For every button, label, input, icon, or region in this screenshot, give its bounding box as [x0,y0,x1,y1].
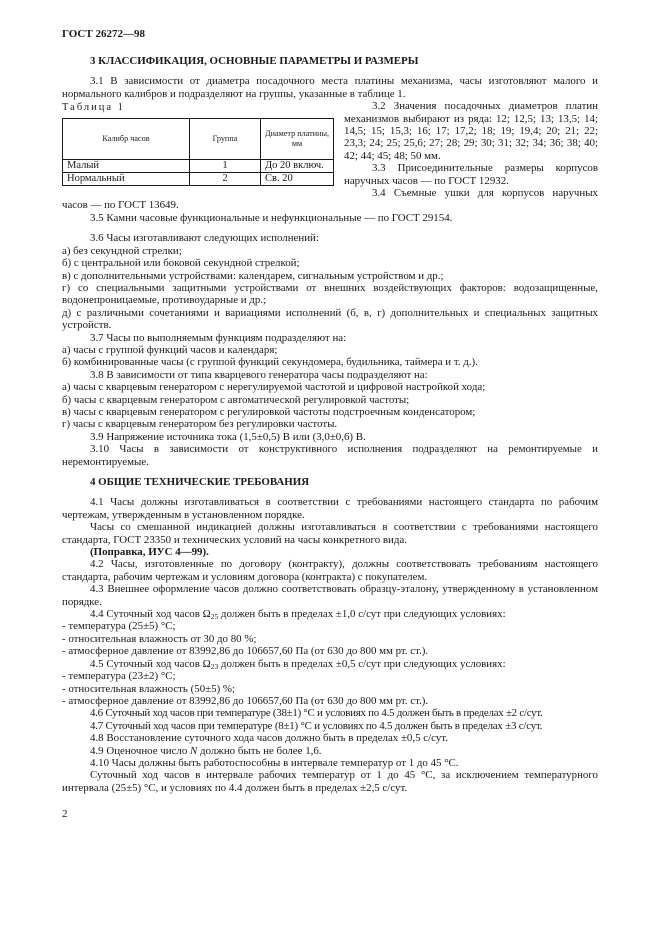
para-4-1-mixed: Часы со смешанной индикацией должны изготавливаться в соответствии с требованиями настоящего стандарта, ГОСТ 23350 и технических условий на часы конкретного вида. [62,521,598,546]
list-item: в) с дополнительными устройствами: календарем, сигнальным устройством и др.; [62,269,444,282]
amendment-note: (Поправка, ИУС 4—99). [90,546,209,559]
section-3-title: 3 КЛАССИФИКАЦИЯ, ОСНОВНЫЕ ПАРАМЕТРЫ И РАЗМЕРЫ [90,55,419,67]
para-3-8: 3.8 В зависимости от типа кварцевого генератора часы подразделяют на: [90,368,428,381]
table-cell: Малый [63,159,190,172]
list-item: г) со специальными защитными устройствами от внешних воздействующих факторов: водозащищенные, водонепроницаемые, противоударные и др.; [62,281,598,307]
list-item: а) без секундной стрелки; [62,244,182,257]
list-item: - атмосферное давление от 83992,86 до 106657,60 Па (от 630 до 800 мм рт. ст.). [62,645,429,658]
table-row [63,172,334,185]
list-item: д) с различными сочетаниями и вариациями исполнений (б, в, г) дополнительных и специальных защитных устройств. [62,306,598,332]
para-3-6: 3.6 Часы изготавливают следующих исполнений: [90,232,319,245]
list-item: - атмосферное давление от 83992,86 до 106657,60 Па (от 630 до 800 мм рт. ст.). [62,694,429,707]
para-3-7: 3.7 Часы по выполняемым функциям подразделяют на: [90,331,347,344]
list-item: - температура (23±2) °С; [62,670,176,683]
para-3-1: 3.1 В зависимости от диаметра посадочного места платины механизма, часы изготовляют малого и нормального калибров и подразделяют на группы, указанные в таблице 1. [62,75,598,100]
list-item: а) часы с кварцевым генератором с нерегулируемой частотой и цифровой настройкой хода; [62,381,486,394]
table-1 [62,118,334,186]
table-header-cell: Диаметр платины, мм [261,118,334,159]
text-run: должен быть в пределах ±1,0 с/сут при следующих условиях: [218,608,506,621]
para-3-9: 3.9 Напряжение источника тока (1,5±0,5) В или (3,0±0,6) В. [90,430,366,443]
text-run: 4.4 Суточный ход часов Ω [90,608,211,621]
table-cell: Нормальный [63,172,190,185]
table-header-cell: Группа [190,118,261,159]
table-cell: 2 [190,172,261,185]
list-item: б) часы с кварцевым генератором с автоматической регулировкой частоты; [62,393,410,406]
table-1-block [62,102,334,185]
text-run: должен быть в пределах ±0,5 с/сут при следующих условиях: [218,657,506,670]
subscript: 23 [210,661,219,671]
table-header-row [63,118,334,159]
para-4-5 [62,658,598,670]
para-4-4 [62,608,598,620]
para-3-4: 3.4 Съемные ушки для корпусов наручных часов — по ГОСТ 13649. [62,187,598,212]
section-4-title: 4 ОБЩИЕ ТЕХНИЧЕСКИЕ ТРЕБОВАНИЯ [90,476,310,488]
para-3-5: 3.5 Камни часовые функциональные и нефункциональные — по ГОСТ 29154. [90,211,453,224]
list-item: - относительная влажность (50±5) %; [62,682,236,695]
table-cell: До 20 включ. [261,159,334,172]
para-3-2: 3.2 Значения посадочных диаметров платин механизмов выбирают из ряда: 12; 12,5; 13; 13,5; 14; 14,5; 15; 15,3; 16; 17; 17,2; 18; 19; 19,4; 20; 21; 22; 23,3; 24; 25; 25,6; 27; 28; 29; 30; 31; 32; 34; 36; 38; 40; 42; 44; 45; 48; 50 мм. [344,100,598,162]
table-1-caption: Таблица 1 [62,102,125,114]
table-cell: 1 [190,159,261,172]
page-number: 2 [62,808,68,820]
document-header: ГОСТ 26272—98 [62,28,145,40]
list-item: - температура (25±5) °С; [62,620,176,633]
list-item: - относительная влажность от 30 до 80 %; [62,632,257,645]
text-run: должно быть не более 1,6. [197,744,322,757]
para-4-2: 4.2 Часы, изготовленные по договору (контракту), должны соответствовать требованиям настоящего стандарта, рабочим чертежам и условиям договора (контракта) с покупателем. [62,558,598,583]
para-4-9 [62,745,598,757]
para-4-6: 4.6 Суточный ход часов при температуре (38±1) °С и условиях по 4.5 должен быть в пределах ±2 с/сут. [90,707,543,720]
text-run: 4.5 Суточный ход часов Ω [90,657,211,670]
para-4-10-cont: Суточный ход часов в интервале рабочих температур от 1 до 45 °С, за исключением температурного интервала (25±5) °С, и условиях по 4.4 должен быть в пределах ±2,5 с/сут. [62,769,598,794]
para-3-10: 3.10 Часы в зависимости от конструктивного исполнения подразделяют на ремонтируемые и неремонтируемые. [62,443,598,468]
para-3-3: 3.3 Присоединительные размеры корпусов наручных часов — по ГОСТ 12932. [344,162,598,187]
para-4-7: 4.7 Суточный ход часов при температуре (8±1) °С и условиях по 4.5 должен быть в пределах ±3 с/сут. [90,719,543,732]
variable-n: N [190,744,198,757]
page-content [62,55,598,794]
table-cell: Св. 20 [261,172,334,185]
list-item: б) комбинированные часы (с группой функций секундомера, будильника, таймера и т. д.). [62,356,478,369]
para-4-3: 4.3 Внешнее оформление часов должно соответствовать образцу-эталону, утвержденному в установленном порядке. [62,583,598,608]
text-run: 4.9 Оценочное число [90,744,191,757]
subscript: 25 [210,612,219,622]
list-item: а) часы с группой функций часов и календаря; [62,343,278,356]
para-4-1: 4.1 Часы должны изготавливаться в соответствии с требованиями настоящего стандарта по рабочим чертежам, утвержденным в установленном порядке. [62,496,598,521]
list-item: в) часы с кварцевым генератором с регулировкой частоты подстроечным конденсатором; [62,405,476,418]
para-4-8: 4.8 Восстановление суточного хода часов должно быть в пределах ±0,5 с/сут. [90,732,448,745]
list-item: б) с центральной или боковой секундной стрелкой; [62,257,300,270]
list-item: г) часы с кварцевым генератором без регулировки частоты. [62,418,338,431]
table-row [63,159,334,172]
para-4-10: 4.10 Часы должны быть работоспособны в интервале температур от 1 до 45 °С. [90,756,459,769]
table-header-cell: Калибр часов [63,118,190,159]
